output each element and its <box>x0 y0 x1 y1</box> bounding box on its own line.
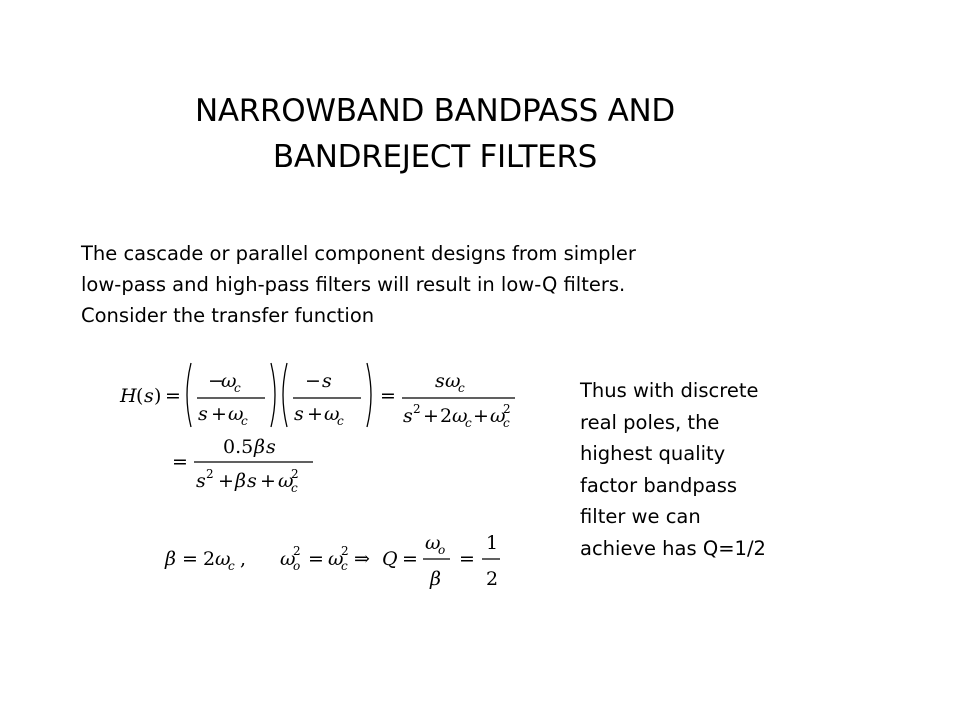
svg-text:o: o <box>293 559 301 573</box>
svg-text:s: s <box>198 403 208 425</box>
svg-text:c: c <box>228 559 235 573</box>
equation-2-graphic <box>168 435 328 495</box>
svg-text:−: − <box>305 370 321 392</box>
svg-text:s: s <box>144 385 154 407</box>
svg-text:ω: ω <box>278 470 294 492</box>
slide-title <box>130 88 740 180</box>
svg-text:s: s <box>435 370 445 392</box>
svg-text:ω: ω <box>215 548 231 570</box>
side-note <box>580 375 840 564</box>
svg-text:(: ( <box>136 385 144 407</box>
svg-text:c: c <box>337 414 344 428</box>
svg-text:ω: ω <box>328 548 344 570</box>
intro-line-1: The cascade or parallel component designs from simpler <box>81 242 636 265</box>
svg-text:=: = <box>182 548 198 570</box>
svg-text:2: 2 <box>413 402 421 416</box>
side-line-3: highest quality <box>580 442 726 465</box>
svg-text:,: , <box>240 548 247 570</box>
equation-quality-factor <box>160 525 520 595</box>
title-line-1: NARROWBAND BANDPASS AND <box>195 93 675 129</box>
svg-text:s: s <box>294 403 304 425</box>
equation-transfer-function <box>115 355 525 435</box>
svg-text:): ) <box>154 385 162 407</box>
side-line-6: achieve has Q=1/2 <box>580 536 766 560</box>
svg-text:ω: ω <box>445 370 461 392</box>
svg-text:+: + <box>423 405 439 427</box>
svg-text:+: + <box>307 403 323 425</box>
svg-text:c: c <box>458 381 465 395</box>
side-line-1: Thus with discrete <box>580 379 759 402</box>
svg-text:s: s <box>196 470 206 492</box>
svg-text:ω: ω <box>228 403 244 425</box>
svg-text:ω: ω <box>452 405 468 427</box>
svg-text:ω: ω <box>490 405 506 427</box>
svg-text:s: s <box>403 405 413 427</box>
svg-text:2: 2 <box>203 548 216 570</box>
svg-text:=: = <box>308 548 324 570</box>
equation-bandpass-form <box>168 435 328 495</box>
intro-line-3: Consider the transfer function <box>81 304 375 327</box>
svg-text:=: = <box>402 548 418 570</box>
svg-text:0.5: 0.5 <box>223 436 254 458</box>
equation-1-graphic <box>115 355 525 435</box>
svg-text:2: 2 <box>486 568 499 590</box>
svg-text:o: o <box>438 543 446 557</box>
title-line-2: BANDREJECT FILTERS <box>272 139 598 175</box>
svg-text:β: β <box>430 568 441 590</box>
svg-text:c: c <box>341 559 348 573</box>
svg-text:c: c <box>503 416 510 430</box>
svg-text:⇒: ⇒ <box>354 548 370 570</box>
svg-text:ω: ω <box>221 370 237 392</box>
svg-text:2: 2 <box>503 402 511 416</box>
svg-text:β: β <box>254 436 265 458</box>
svg-text:ω: ω <box>425 532 441 554</box>
svg-text:s: s <box>266 436 276 458</box>
svg-text:=: = <box>172 451 188 473</box>
svg-text:+: + <box>473 405 489 427</box>
svg-text:=: = <box>380 385 396 407</box>
svg-text:2: 2 <box>293 544 301 558</box>
svg-text:2: 2 <box>341 544 349 558</box>
svg-text:c: c <box>291 481 298 495</box>
svg-text:=: = <box>165 385 181 407</box>
side-line-5: filter we can <box>580 505 701 528</box>
side-line-2: real poles, the <box>580 410 720 434</box>
svg-text:+: + <box>211 403 227 425</box>
svg-text:c: c <box>234 381 241 395</box>
svg-text:β: β <box>235 470 246 492</box>
svg-text:2: 2 <box>440 405 453 427</box>
svg-text:H: H <box>120 385 137 407</box>
svg-text:ω: ω <box>324 403 340 425</box>
svg-text:+: + <box>218 470 234 492</box>
svg-text:s: s <box>247 470 257 492</box>
svg-text:β: β <box>165 548 176 570</box>
svg-text:+: + <box>260 470 276 492</box>
svg-text:=: = <box>459 548 475 570</box>
side-line-4: factor bandpass <box>580 473 738 497</box>
svg-text:Q: Q <box>382 548 398 570</box>
intro-line-2: low-pass and high-pass filters will result in low-Q filters. <box>81 273 626 296</box>
svg-text:2: 2 <box>206 467 214 481</box>
svg-text:2: 2 <box>291 467 299 481</box>
svg-text:−: − <box>208 370 224 392</box>
svg-text:ω: ω <box>280 548 296 570</box>
svg-text:c: c <box>241 414 248 428</box>
intro-paragraph <box>81 238 781 331</box>
svg-text:s: s <box>322 370 332 392</box>
svg-text:c: c <box>465 416 472 430</box>
equation-3-graphic <box>160 525 520 595</box>
svg-text:1: 1 <box>486 532 499 554</box>
